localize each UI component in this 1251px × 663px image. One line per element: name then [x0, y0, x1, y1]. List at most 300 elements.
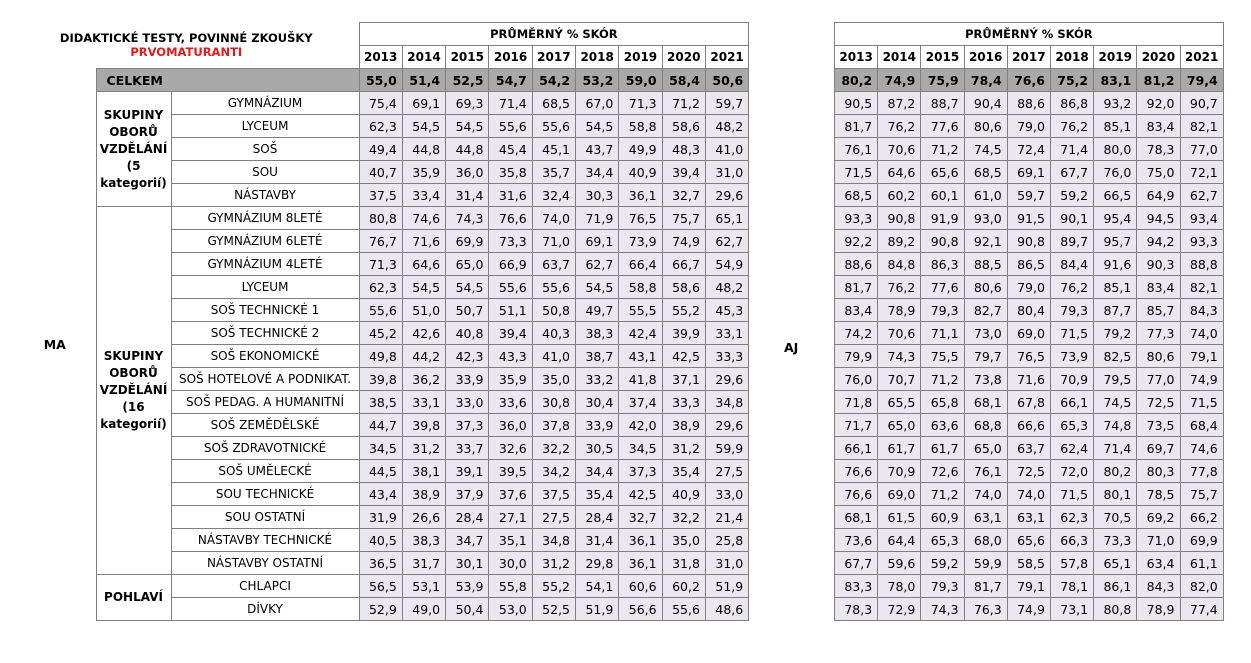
value-cell: 54,5	[402, 115, 445, 138]
year-header: 2016	[964, 46, 1007, 69]
value-cell: 70,9	[878, 460, 921, 483]
value-cell: 26,6	[402, 506, 445, 529]
value-cell: 62,7	[705, 230, 748, 253]
value-cell: 77,8	[1180, 460, 1223, 483]
value-cell: 77,6	[921, 115, 964, 138]
value-cell: 62,7	[576, 253, 619, 276]
value-cell: 43,4	[359, 483, 402, 506]
value-cell: 32,4	[532, 184, 575, 207]
total-value: 51,4	[402, 69, 445, 92]
value-cell: 55,2	[662, 299, 705, 322]
value-cell: 92,0	[1137, 92, 1180, 115]
value-cell: 80,6	[964, 115, 1007, 138]
value-cell: 71,5	[1180, 391, 1223, 414]
table-row	[835, 322, 1224, 345]
value-cell: 84,4	[1050, 253, 1093, 276]
value-cell: 36,0	[446, 161, 489, 184]
value-cell: 44,8	[402, 138, 445, 161]
table-row	[835, 483, 1224, 506]
value-cell: 43,3	[489, 345, 532, 368]
value-cell: 60,2	[878, 184, 921, 207]
value-cell: 79,9	[835, 345, 878, 368]
value-cell: 37,6	[489, 483, 532, 506]
year-header: 2019	[1094, 46, 1137, 69]
value-cell: 80,8	[1094, 598, 1137, 621]
value-cell: 43,1	[619, 345, 662, 368]
value-cell: 71,5	[1050, 483, 1093, 506]
value-cell: 74,9	[662, 230, 705, 253]
value-cell: 91,6	[1094, 253, 1137, 276]
row-label: LYCEUM	[171, 115, 359, 138]
value-cell: 45,2	[359, 322, 402, 345]
value-cell: 36,1	[619, 552, 662, 575]
value-cell: 54,5	[446, 115, 489, 138]
value-cell: 49,7	[576, 299, 619, 322]
value-cell: 27,5	[532, 506, 575, 529]
value-cell: 45,4	[489, 138, 532, 161]
table-row	[835, 575, 1224, 598]
year-header: 2014	[402, 46, 445, 69]
value-cell: 54,5	[576, 115, 619, 138]
value-cell: 86,5	[1007, 253, 1050, 276]
value-cell: 36,1	[619, 184, 662, 207]
value-cell: 77,3	[1137, 322, 1180, 345]
value-cell: 53,9	[446, 575, 489, 598]
value-cell: 84,3	[1137, 575, 1180, 598]
table-row	[835, 253, 1224, 276]
value-cell: 33,4	[402, 184, 445, 207]
value-cell: 71,6	[402, 230, 445, 253]
value-cell: 74,6	[402, 207, 445, 230]
value-cell: 73,0	[964, 322, 1007, 345]
total-value: 81,2	[1137, 69, 1180, 92]
value-cell: 79,2	[1094, 322, 1137, 345]
value-cell: 42,5	[619, 483, 662, 506]
value-cell: 94,5	[1137, 207, 1180, 230]
value-cell: 68,5	[964, 161, 1007, 184]
value-cell: 88,8	[1180, 253, 1223, 276]
value-cell: 76,0	[1094, 161, 1137, 184]
value-cell: 86,8	[1050, 92, 1093, 115]
year-header: 2015	[921, 46, 964, 69]
value-cell: 33,9	[446, 368, 489, 391]
table-row	[835, 598, 1224, 621]
value-cell: 70,5	[1094, 506, 1137, 529]
value-cell: 37,5	[532, 483, 575, 506]
aj-table	[834, 22, 1224, 621]
value-cell: 33,7	[446, 437, 489, 460]
value-cell: 67,0	[576, 92, 619, 115]
value-cell: 67,7	[835, 552, 878, 575]
value-cell: 61,0	[964, 184, 1007, 207]
row-label: SOŠ HOTELOVÉ A PODNIKAT.	[171, 368, 359, 391]
year-header: 2016	[489, 46, 532, 69]
value-cell: 33,6	[489, 391, 532, 414]
value-cell: 49,4	[359, 138, 402, 161]
value-cell: 87,2	[878, 92, 921, 115]
total-value: 50,6	[705, 69, 748, 92]
year-header: 2021	[705, 46, 748, 69]
value-cell: 50,7	[446, 299, 489, 322]
value-cell: 80,6	[1137, 345, 1180, 368]
total-value: 76,6	[1007, 69, 1050, 92]
value-cell: 34,8	[705, 391, 748, 414]
value-cell: 34,2	[532, 460, 575, 483]
value-cell: 65,3	[1050, 414, 1093, 437]
value-cell: 42,4	[619, 322, 662, 345]
value-cell: 65,3	[921, 529, 964, 552]
value-cell: 71,4	[1094, 437, 1137, 460]
value-cell: 74,3	[878, 345, 921, 368]
value-cell: 62,3	[1050, 506, 1093, 529]
value-cell: 39,4	[489, 322, 532, 345]
value-cell: 66,3	[1050, 529, 1093, 552]
year-header: 2019	[619, 46, 662, 69]
table-row	[835, 299, 1224, 322]
value-cell: 65,5	[878, 391, 921, 414]
value-cell: 29,8	[576, 552, 619, 575]
table-row	[835, 207, 1224, 230]
year-header: 2015	[446, 46, 489, 69]
value-cell: 94,2	[1137, 230, 1180, 253]
value-cell: 32,2	[532, 437, 575, 460]
value-cell: 79,3	[921, 299, 964, 322]
value-cell: 36,0	[489, 414, 532, 437]
total-value: 55,0	[359, 69, 402, 92]
value-cell: 71,8	[835, 391, 878, 414]
value-cell: 73,9	[619, 230, 662, 253]
value-cell: 61,7	[921, 437, 964, 460]
value-cell: 76,5	[1007, 345, 1050, 368]
value-cell: 78,3	[1137, 138, 1180, 161]
row-label: NÁSTAVBY	[171, 184, 359, 207]
value-cell: 90,5	[835, 92, 878, 115]
value-cell: 95,4	[1094, 207, 1137, 230]
value-cell: 86,1	[1094, 575, 1137, 598]
value-cell: 72,9	[878, 598, 921, 621]
value-cell: 85,1	[1094, 115, 1137, 138]
value-cell: 38,9	[662, 414, 705, 437]
value-cell: 28,4	[446, 506, 489, 529]
value-cell: 68,0	[964, 529, 1007, 552]
value-cell: 51,9	[705, 575, 748, 598]
value-cell: 59,6	[878, 552, 921, 575]
value-cell: 68,1	[964, 391, 1007, 414]
value-cell: 34,5	[619, 437, 662, 460]
value-cell: 76,6	[835, 460, 878, 483]
value-cell: 74,3	[921, 598, 964, 621]
value-cell: 59,9	[705, 437, 748, 460]
value-cell: 73,3	[1094, 529, 1137, 552]
table-row	[835, 115, 1224, 138]
value-cell: 68,1	[835, 506, 878, 529]
value-cell: 42,5	[662, 345, 705, 368]
value-cell: 84,3	[1180, 299, 1223, 322]
value-cell: 37,4	[619, 391, 662, 414]
value-cell: 36,5	[359, 552, 402, 575]
value-cell: 44,5	[359, 460, 402, 483]
value-cell: 35,9	[489, 368, 532, 391]
value-cell: 42,0	[619, 414, 662, 437]
value-cell: 44,7	[359, 414, 402, 437]
value-cell: 48,6	[705, 598, 748, 621]
value-cell: 93,2	[1094, 92, 1137, 115]
year-header: 2014	[878, 46, 921, 69]
value-cell: 52,5	[532, 598, 575, 621]
value-cell: 49,8	[359, 345, 402, 368]
total-label: CELKEM	[96, 69, 359, 92]
value-cell: 59,2	[1050, 184, 1093, 207]
value-cell: 48,3	[662, 138, 705, 161]
value-cell: 93,4	[1180, 207, 1223, 230]
value-cell: 80,3	[1137, 460, 1180, 483]
value-cell: 71,9	[576, 207, 619, 230]
value-cell: 54,5	[576, 276, 619, 299]
value-cell: 55,6	[532, 115, 575, 138]
value-cell: 28,4	[576, 506, 619, 529]
value-cell: 62,7	[1180, 184, 1223, 207]
value-cell: 60,6	[619, 575, 662, 598]
value-cell: 63,6	[921, 414, 964, 437]
value-cell: 58,5	[1007, 552, 1050, 575]
value-cell: 29,6	[705, 414, 748, 437]
year-header: 2018	[576, 46, 619, 69]
value-cell: 74,8	[1094, 414, 1137, 437]
value-cell: 90,7	[1180, 92, 1223, 115]
value-cell: 78,9	[878, 299, 921, 322]
value-cell: 63,1	[1007, 506, 1050, 529]
value-cell: 49,9	[619, 138, 662, 161]
value-cell: 90,8	[1007, 230, 1050, 253]
value-cell: 35,4	[576, 483, 619, 506]
value-cell: 71,4	[489, 92, 532, 115]
value-cell: 71,3	[619, 92, 662, 115]
value-cell: 89,7	[1050, 230, 1093, 253]
table-row	[835, 391, 1224, 414]
value-cell: 74,5	[1094, 391, 1137, 414]
value-cell: 63,7	[1007, 437, 1050, 460]
title-line1: DIDAKTICKÉ TESTY, POVINNÉ ZKOUŠKY	[59, 31, 313, 46]
table-row	[835, 437, 1224, 460]
value-cell: 55,8	[489, 575, 532, 598]
value-cell: 71,2	[921, 483, 964, 506]
value-cell: 34,5	[359, 437, 402, 460]
value-cell: 76,7	[359, 230, 402, 253]
row-label: SOU OSTATNÍ	[171, 506, 359, 529]
value-cell: 76,6	[489, 207, 532, 230]
value-cell: 83,4	[835, 299, 878, 322]
value-cell: 59,2	[921, 552, 964, 575]
value-cell: 65,6	[1007, 529, 1050, 552]
value-cell: 78,1	[1050, 575, 1093, 598]
value-cell: 88,7	[921, 92, 964, 115]
value-cell: 77,4	[1180, 598, 1223, 621]
table-row	[835, 552, 1224, 575]
value-cell: 76,2	[1050, 276, 1093, 299]
value-cell: 69,0	[1007, 322, 1050, 345]
value-cell: 90,1	[1050, 207, 1093, 230]
value-cell: 40,5	[359, 529, 402, 552]
total-value: 59,0	[619, 69, 662, 92]
value-cell: 71,5	[1050, 322, 1093, 345]
value-cell: 50,4	[446, 598, 489, 621]
value-cell: 60,2	[662, 575, 705, 598]
score-header-ma: PRŮMĚRNÝ % SKÓR	[359, 23, 749, 46]
year-header: 2020	[662, 46, 705, 69]
row-label: GYMNÁZIUM	[171, 92, 359, 115]
value-cell: 50,8	[532, 299, 575, 322]
value-cell: 73,9	[1050, 345, 1093, 368]
value-cell: 41,0	[532, 345, 575, 368]
total-value: 75,2	[1050, 69, 1093, 92]
value-cell: 55,6	[532, 276, 575, 299]
value-cell: 69,1	[402, 92, 445, 115]
value-cell: 79,0	[1007, 115, 1050, 138]
value-cell: 45,1	[532, 138, 575, 161]
value-cell: 44,2	[402, 345, 445, 368]
value-cell: 31,9	[359, 506, 402, 529]
value-cell: 69,1	[1007, 161, 1050, 184]
value-cell: 71,2	[662, 92, 705, 115]
table-row	[835, 345, 1224, 368]
value-cell: 79,1	[1180, 345, 1223, 368]
table-row	[835, 92, 1224, 115]
value-cell: 55,5	[619, 299, 662, 322]
value-cell: 80,2	[1094, 460, 1137, 483]
value-cell: 33,0	[705, 483, 748, 506]
value-cell: 76,2	[878, 115, 921, 138]
value-cell: 82,1	[1180, 276, 1223, 299]
value-cell: 71,1	[921, 322, 964, 345]
value-cell: 81,7	[835, 115, 878, 138]
row-label: SOU	[171, 161, 359, 184]
value-cell: 90,8	[878, 207, 921, 230]
value-cell: 69,9	[446, 230, 489, 253]
value-cell: 33,2	[576, 368, 619, 391]
value-cell: 35,7	[532, 161, 575, 184]
value-cell: 72,4	[1007, 138, 1050, 161]
value-cell: 73,6	[835, 529, 878, 552]
value-cell: 67,7	[1050, 161, 1093, 184]
value-cell: 90,3	[1137, 253, 1180, 276]
total-value: 58,4	[662, 69, 705, 92]
value-cell: 69,1	[576, 230, 619, 253]
value-cell: 27,5	[705, 460, 748, 483]
group-label: SKUPINY OBORŮ VZDĚLÁNÍ (5 kategorií)	[96, 92, 171, 207]
value-cell: 75,5	[921, 345, 964, 368]
year-header: 2018	[1050, 46, 1093, 69]
value-cell: 64,6	[878, 161, 921, 184]
value-cell: 73,8	[964, 368, 1007, 391]
value-cell: 71,2	[921, 368, 964, 391]
value-cell: 40,7	[359, 161, 402, 184]
value-cell: 68,5	[835, 184, 878, 207]
value-cell: 82,0	[1180, 575, 1223, 598]
row-label: SOŠ TECHNICKÉ 1	[171, 299, 359, 322]
value-cell: 66,1	[835, 437, 878, 460]
total-value: 83,1	[1094, 69, 1137, 92]
table-row	[835, 460, 1224, 483]
value-cell: 55,6	[662, 598, 705, 621]
value-cell: 81,7	[964, 575, 1007, 598]
value-cell: 61,1	[1180, 552, 1223, 575]
row-label: GYMNÁZIUM 8LETÉ	[171, 207, 359, 230]
value-cell: 38,9	[402, 483, 445, 506]
value-cell: 93,0	[964, 207, 1007, 230]
value-cell: 33,1	[705, 322, 748, 345]
value-cell: 32,6	[489, 437, 532, 460]
value-cell: 80,8	[359, 207, 402, 230]
value-cell: 66,5	[1094, 184, 1137, 207]
value-cell: 65,6	[921, 161, 964, 184]
value-cell: 68,5	[532, 92, 575, 115]
value-cell: 55,6	[359, 299, 402, 322]
total-value: 54,2	[532, 69, 575, 92]
value-cell: 74,3	[446, 207, 489, 230]
value-cell: 79,3	[921, 575, 964, 598]
total-value: 75,9	[921, 69, 964, 92]
value-cell: 34,8	[532, 529, 575, 552]
value-cell: 38,3	[402, 529, 445, 552]
value-cell: 41,8	[619, 368, 662, 391]
value-cell: 91,5	[1007, 207, 1050, 230]
value-cell: 69,2	[1137, 506, 1180, 529]
value-cell: 35,0	[662, 529, 705, 552]
value-cell: 38,7	[576, 345, 619, 368]
value-cell: 71,7	[835, 414, 878, 437]
value-cell: 60,9	[921, 506, 964, 529]
value-cell: 74,9	[1007, 598, 1050, 621]
value-cell: 87,7	[1094, 299, 1137, 322]
value-cell: 31,2	[402, 437, 445, 460]
value-cell: 70,6	[878, 322, 921, 345]
value-cell: 37,1	[662, 368, 705, 391]
value-cell: 76,3	[964, 598, 1007, 621]
value-cell: 72,1	[1180, 161, 1223, 184]
value-cell: 55,2	[532, 575, 575, 598]
value-cell: 35,9	[402, 161, 445, 184]
value-cell: 59,9	[964, 552, 1007, 575]
value-cell: 73,1	[1050, 598, 1093, 621]
value-cell: 42,3	[446, 345, 489, 368]
value-cell: 64,4	[878, 529, 921, 552]
value-cell: 44,8	[446, 138, 489, 161]
value-cell: 37,9	[446, 483, 489, 506]
value-cell: 39,8	[359, 368, 402, 391]
row-label: GYMNÁZIUM 6LETÉ	[171, 230, 359, 253]
value-cell: 51,0	[402, 299, 445, 322]
value-cell: 74,6	[1180, 437, 1223, 460]
value-cell: 77,6	[921, 276, 964, 299]
value-cell: 34,4	[576, 460, 619, 483]
value-cell: 75,7	[1180, 483, 1223, 506]
value-cell: 31,4	[446, 184, 489, 207]
value-cell: 65,0	[878, 414, 921, 437]
value-cell: 39,5	[489, 460, 532, 483]
value-cell: 66,6	[1007, 414, 1050, 437]
value-cell: 75,7	[662, 207, 705, 230]
value-cell: 30,5	[576, 437, 619, 460]
value-cell: 37,5	[359, 184, 402, 207]
value-cell: 82,7	[964, 299, 1007, 322]
value-cell: 80,1	[1094, 483, 1137, 506]
value-cell: 76,0	[835, 368, 878, 391]
value-cell: 80,6	[964, 276, 1007, 299]
value-cell: 88,6	[1007, 92, 1050, 115]
value-cell: 81,7	[835, 276, 878, 299]
row-label: LYCEUM	[171, 276, 359, 299]
row-label: SOŠ	[171, 138, 359, 161]
